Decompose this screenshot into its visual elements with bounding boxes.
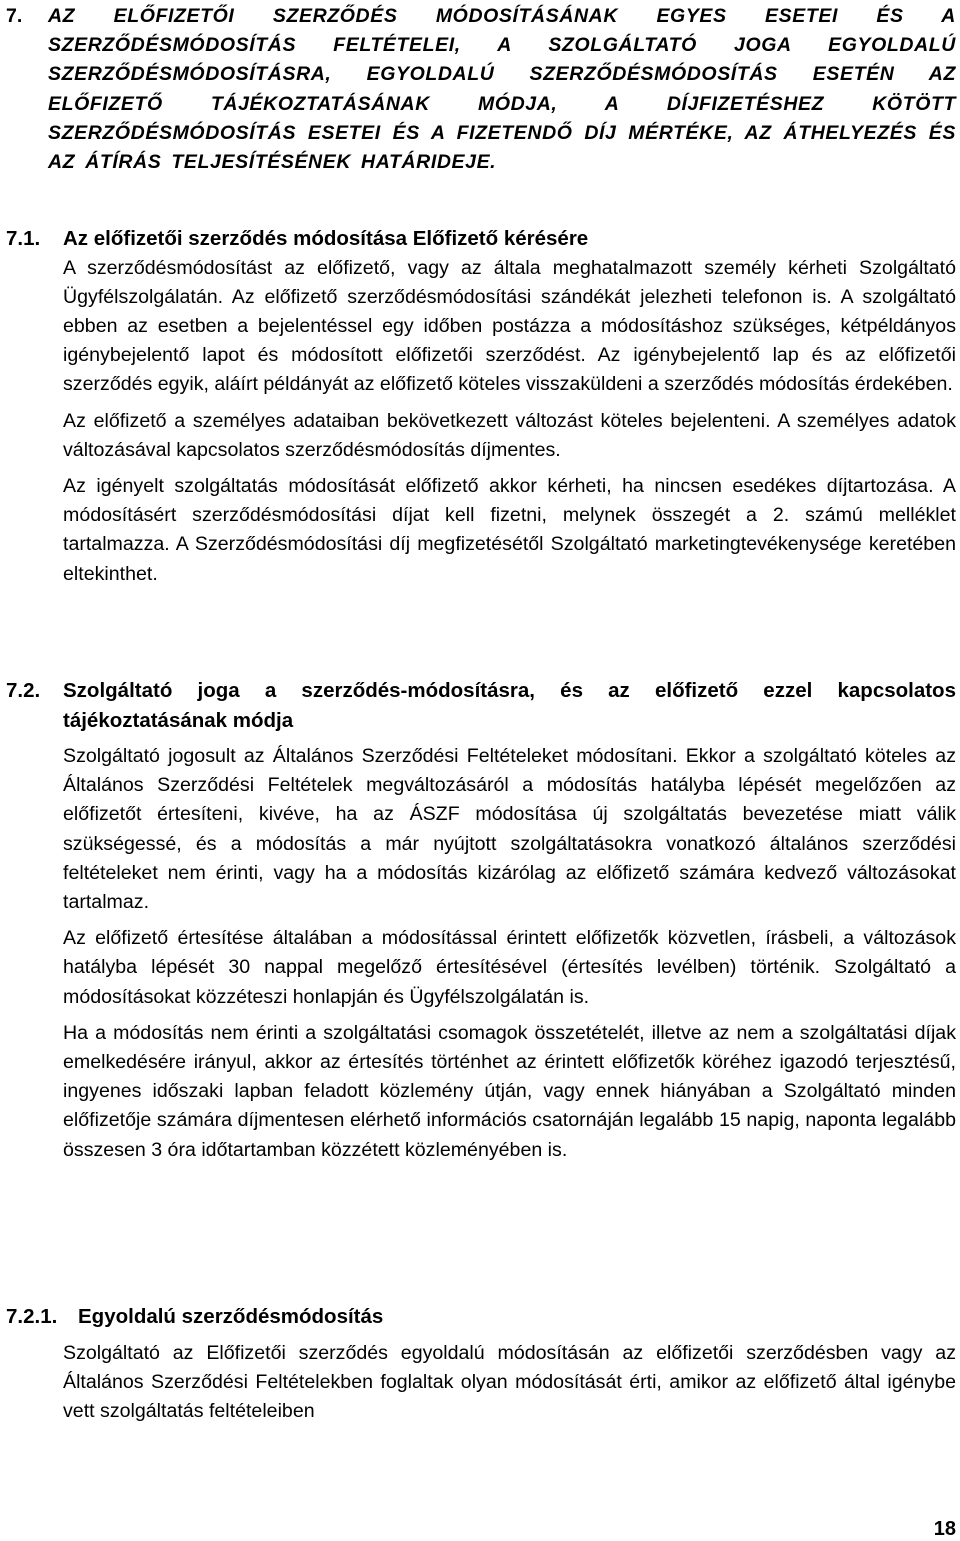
section-number: 7.2. [6,679,41,702]
section-title: Szolgáltató joga a szerződés-módosításra, és az előfizető ezzel kapcsolatos tájékoztatásának módja [63,679,956,732]
section-heading [6,1302,956,1332]
section-title: Az előfizetői szerződés módosítása Előfizető kérésére [63,227,589,250]
section-7-2-1 [6,1302,956,1426]
section-7-1 [6,224,956,589]
paragraph: Szolgáltató jogosult az Általános Szerződési Feltételeket módosítani. Ekkor a szolgáltató köteles az Általános Szerződési Feltételek megváltozásáról a módosítás hatályba lépését megelőzően az előfizetőt értesíteni, kivéve, ha az ÁSZF módosítása új szolgáltatás bevezetése miatt válik szükségessé, és a módosítás a már nyújtott szolgáltatásokra vonatkozó általános szerződési feltételeket nem érinti, vagy ha a módosítás kizárólag az előfizető számára kedvező változásokat tartalmaz. [63,745,956,914]
paragraph: Szolgáltató az Előfizetői szerződés egyoldalú módosításán az előfizetői szerződésben vagy az Általános Szerződési Feltételekben foglaltak olyan módosítását érti, amikor az előfizető által igénybe vett szolgáltatás feltételeiben [63,1341,956,1422]
page-number: 18 [933,1518,956,1540]
chapter-heading [6,2,956,177]
paragraph: Az igényelt szolgáltatás módosítását előfizető akkor kérheti, ha nincsen esedékes díjtartozása. A módosításért szerződésmódosítási díjat kell fizetni, melynek összegét a 2. számú melléklet tartalmazza. A Szerződésmódosítási díj megfizetésétől Szolgáltató marketingtevékenysége keretében eltekinthet. [63,474,956,585]
chapter-title: AZ ELŐFIZETŐI SZERZŐDÉS MÓDOSÍTÁSÁNAK EGYES ESETEI ÉS A SZERZŐDÉSMÓDOSÍTÁS FELTÉTELEI, A SZOLGÁLTATÓ JOGA EGYOLDALÚ SZERZŐDÉSMÓDOSÍTÁSRA, EGYOLDALÚ SZERZŐDÉSMÓDOSÍTÁS ESETÉN AZ ELŐFIZETŐ TÁJÉKOZTATÁSÁNAK MÓDJA, A DÍJFIZETÉSHEZ KÖTÖTT SZERZŐDÉSMÓDOSÍTÁS ESETEI ÉS A FIZETENDŐ DÍJ MÉRTÉKE, AZ ÁTHELYEZÉS ÉS AZ ÁTÍRÁS TELJESÍTÉSÉNEK HATÁRIDEJE. [48,5,956,174]
chapter-number: 7. [6,5,23,27]
paragraph: Ha a módosítás nem érinti a szolgáltatási csomagok összetételét, illetve az nem a szolgáltatási díjak emelkedésére irányul, akkor az értesítés történhet az érintett előfizetők köréhez igazodó terjesztésű, ingyenes időszaki lapban feladott közlemény útján, vagy ennek hiányában a Szolgáltató minden előfizetője számára díjmentesen elérhető információs csatornáján legalább 15 napig, naponta legalább összesen 3 óra időtartamban közzétett közleményében is. [63,1021,956,1161]
paragraph: Az előfizető a személyes adataiban bekövetkezett változást köteles bejelenteni. A személyes adatok változásával kapcsolatos szerződésmódosítás díjmentes. [63,409,956,461]
section-heading [6,676,956,735]
section-title: Egyoldalú szerződésmódosítás [78,1305,384,1328]
section-number: 7.1. [6,227,41,250]
section-number: 7.2.1. [6,1305,58,1328]
paragraph: A szerződésmódosítást az előfizető, vagy az általa meghatalmazott személy kérheti Szolgáltató Ügyfélszolgálatán. Az előfizető szerződésmódosítási szándékát jelezheti telefonon is. A szolgáltató ebben az esetben a bejelentéssel egy időben postázza a módosításhoz szükséges, kétpéldányos igénybejelentő lapot és módosított előfizetői szerződést. Az igénybejelentő lap és az előfizetői szerződés egyik, aláírt példányát az előfizető köteles visszaküldeni a szerződés módosítás érdekében. [63,256,956,396]
section-heading [6,224,956,254]
section-7-2 [6,676,956,1165]
paragraph: Az előfizető értesítése általában a módosítással érintett előfizetők közvetlen, írásbeli, a változások hatályba lépését 30 nappal megelőző értesítésével (értesítés levélben) történik. Szolgáltató a módosításokat közzéteszi honlapján és Ügyfélszolgálatán is. [63,927,956,1008]
